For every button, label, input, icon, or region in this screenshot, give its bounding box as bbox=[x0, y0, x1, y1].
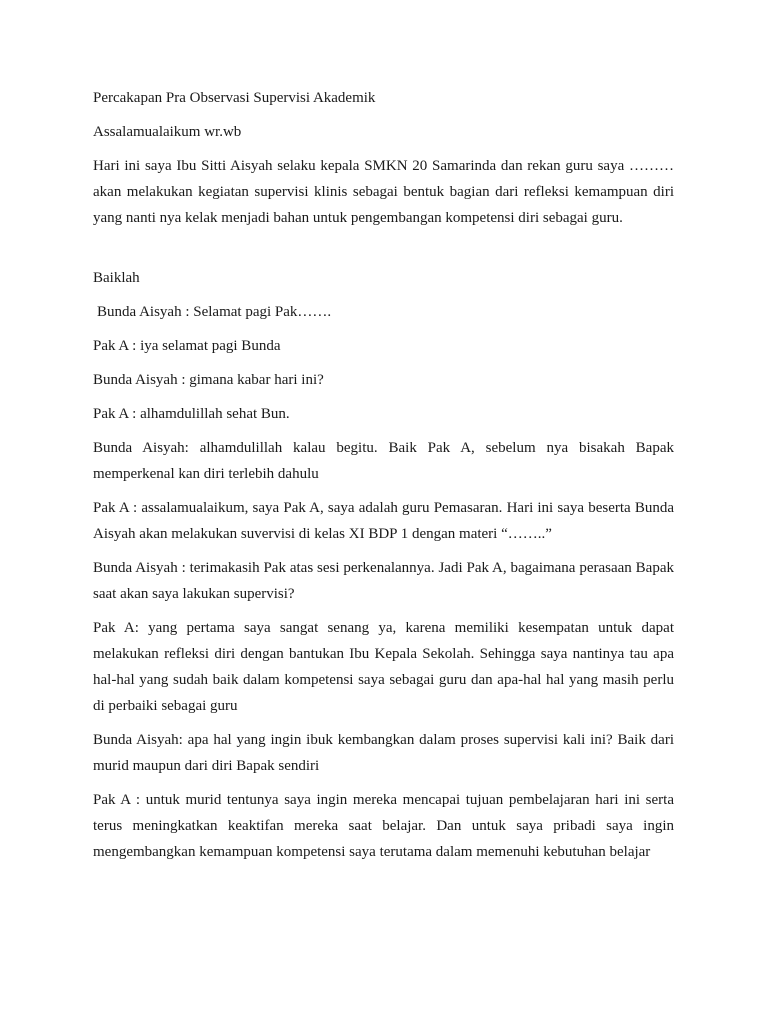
document-title: Percakapan Pra Observasi Supervisi Akademik bbox=[93, 90, 376, 106]
dialogue-line: Bunda Aisyah: apa hal yang ingin ibuk kembangkan dalam proses supervisi kali ini? Baik dari murid maupun dari diri Bapak sendiri bbox=[93, 732, 674, 774]
dialogue-line: Bunda Aisyah: alhamdulillah kalau begitu. Baik Pak A, sebelum nya bisakah Bapak memperkenal kan diri terlebih dahulu bbox=[93, 440, 674, 482]
dialogue-line: Bunda Aisyah : gimana kabar hari ini? bbox=[93, 372, 324, 388]
opening-line: Baiklah bbox=[93, 270, 140, 286]
intro-paragraph: Hari ini saya Ibu Sitti Aisyah selaku kepala SMKN 20 Samarinda dan rekan guru saya ……… akan melakukan kegiatan supervisi klinis sebagai bentuk bagian dari refleksi kemampuan diri yang nanti nya kelak menjadi bahan untuk pengembangan kompetensi diri sebagai guru. bbox=[93, 158, 674, 226]
dialogue-line: Bunda Aisyah : terimakasih Pak atas sesi perkenalannya. Jadi Pak A, bagaimana perasaan Bapak saat akan saya lakukan supervisi? bbox=[93, 560, 674, 602]
dialogue-line: Pak A : iya selamat pagi Bunda bbox=[93, 338, 281, 354]
document-body bbox=[93, 85, 674, 873]
dialogue-line: Pak A : untuk murid tentunya saya ingin mereka mencapai tujuan pembelajaran hari ini serta terus meningkatkan keaktifan mereka saat belajar. Dan untuk saya pribadi saya ingin mengembangkan kemampuan kompetensi saya terutama dalam memenuhi kebutuhan belajar bbox=[93, 792, 674, 860]
dialogue-line: Pak A : alhamdulillah sehat Bun. bbox=[93, 406, 290, 422]
dialogue-line: Pak A: yang pertama saya sangat senang ya, karena memiliki kesempatan untuk dapat melakukan refleksi diri dengan bantukan Ibu Kepala Sekolah. Sehingga saya nantinya tau apa hal-hal yang sudah baik dalam kompetensi saya sebagai guru dan apa-hal hal yang masih perlu di perbaiki sebagai guru bbox=[93, 620, 674, 714]
dialogue-line: Pak A : assalamualaikum, saya Pak A, saya adalah guru Pemasaran. Hari ini saya beserta Bunda Aisyah akan melakukan suvervisi di kelas XI BDP 1 dengan materi “……..” bbox=[93, 500, 674, 542]
dialogue-line: Bunda Aisyah : Selamat pagi Pak……. bbox=[97, 304, 332, 320]
greeting: Assalamualaikum wr.wb bbox=[93, 124, 242, 140]
